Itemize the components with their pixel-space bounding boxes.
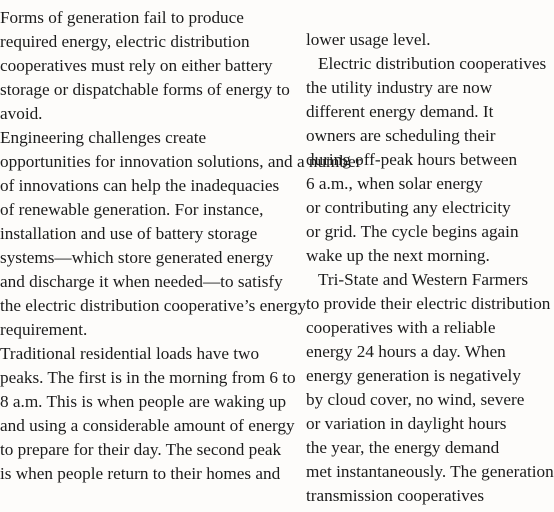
text-line: energy generation is negatively: [306, 366, 521, 385]
text-line: or grid. The cycle begins again: [306, 222, 519, 241]
text-line: systems—which store generated energy: [0, 248, 274, 267]
text-line: met instantaneously. The generation: [306, 462, 554, 481]
text-line: of renewable generation. For instance,: [0, 200, 264, 219]
text-line: the utility industry are now: [306, 78, 493, 97]
text-line: energy 24 hours a day. When: [306, 342, 506, 361]
text-line: requirement.: [0, 320, 88, 339]
text-line: the year, the energy demand: [306, 438, 500, 457]
text-line: by cloud cover, no wind, severe: [306, 390, 525, 409]
text-line: owners are scheduling their: [306, 126, 496, 145]
right-text-column: [306, 0, 554, 512]
text-line: avoid.: [0, 104, 43, 123]
text-line: and discharge it when needed—to satisfy: [0, 272, 283, 291]
text-line: of innovations can help the inadequacies: [0, 176, 280, 195]
text-line: lower usage level.: [306, 30, 431, 49]
text-line: Tri-State and Western Farmers: [318, 270, 529, 289]
text-line: cooperatives with a reliable: [306, 318, 496, 337]
text-line: 6 a.m., when solar energy: [306, 174, 483, 193]
text-line: 8 a.m. This is when people are waking up: [0, 392, 287, 411]
text-line: or contributing any electricity: [306, 198, 511, 217]
text-line: to prepare for their day. The second peak: [0, 440, 282, 459]
text-line: required energy, electric distribution: [0, 32, 250, 51]
text-line: cooperatives must rely on either battery: [0, 56, 273, 75]
text-line: installation and use of battery storage: [0, 224, 258, 243]
text-line: storage or dispatchable forms of energy to: [0, 80, 290, 99]
text-line: Electric distribution cooperatives: [318, 54, 547, 73]
text-line: and using a considerable amount of energy: [0, 416, 295, 435]
text-line: Forms of generation fail to produce: [0, 8, 244, 27]
text-line: opportunities for innovation solutions, and a number: [0, 152, 362, 171]
text-line: Engineering challenges create: [0, 128, 207, 147]
text-line: is when people return to their homes and: [0, 464, 281, 483]
text-line: different energy demand. It: [306, 102, 494, 121]
text-line: Traditional residential loads have two: [0, 344, 260, 363]
text-line: or variation in daylight hours: [306, 414, 507, 433]
text-line: to provide their electric distribution: [306, 294, 551, 313]
text-line: transmission cooperatives: [306, 486, 485, 505]
text-line: during off-peak hours between: [306, 150, 518, 169]
text-line: the electric distribution cooperative’s energy: [0, 296, 307, 315]
text-line: peaks. The first is in the morning from 6 to: [0, 368, 296, 387]
text-line: wake up the next morning.: [306, 246, 490, 265]
